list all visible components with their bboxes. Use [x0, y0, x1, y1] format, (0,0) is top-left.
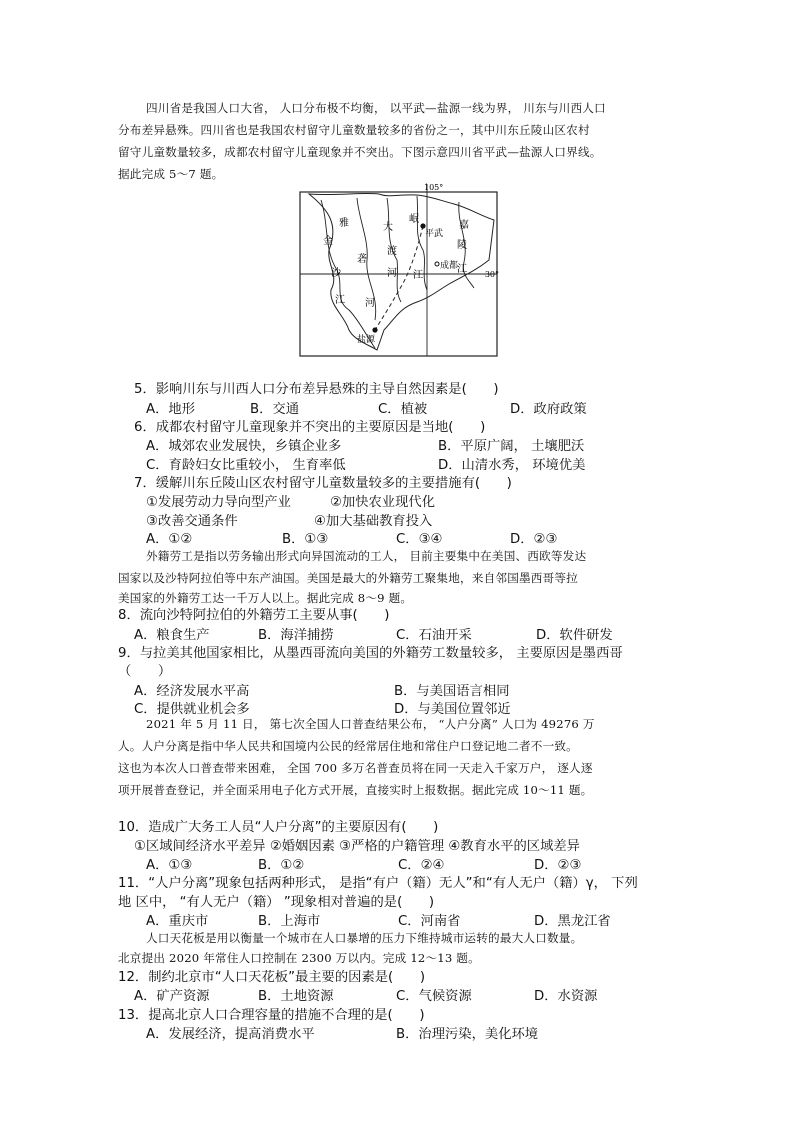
statement-4: ④加大基础教育投入 — [314, 514, 433, 529]
option-d[interactable]: D．水资源 — [534, 989, 598, 1004]
map-label: 岷 — [409, 214, 419, 225]
option-b[interactable]: B．与美国语言相同 — [394, 684, 510, 699]
passage-line: 据此完成 5～7 题。 — [118, 167, 224, 181]
option-b[interactable]: B．①② — [258, 858, 305, 873]
question-stem: 13．提高北京人口合理容量的措施不合理的是( ) — [118, 1008, 425, 1023]
option-a[interactable]: A．①② — [146, 532, 193, 547]
lon-label: 105° — [424, 183, 444, 192]
question-stem: 6．成都农村留守儿童现象并不突出的主要原因是当地( ) — [134, 420, 486, 435]
map-label: 金 — [323, 236, 333, 247]
question-paren: （ ） — [118, 664, 172, 679]
map-label: 江 — [413, 270, 423, 281]
option-c[interactable]: C．石油开采 — [396, 628, 472, 643]
map-label: 砻 — [357, 254, 367, 265]
question-stem: 11．“人户分离”现象包括两种形式， 是指“有户（籍）无人”和“有人无户（籍）γ， 下列 — [118, 876, 638, 891]
pingwu-point — [420, 223, 425, 228]
option-c[interactable]: C．提供就业机会多 — [134, 702, 250, 717]
map-label: 河 — [387, 268, 397, 279]
option-d[interactable]: D．政府政策 — [510, 402, 587, 417]
passage-line: 留守儿童数量较多，成都农村留守儿童现象并不突出。下图示意四川省平武—盐源人口界线。 — [118, 145, 602, 159]
option-d[interactable]: D．山清水秀， 环境优美 — [438, 458, 586, 473]
statements: ①区域间经济水平差异 ②婚姻因素 ③严格的户籍管理 ④教育水平的区域差异 — [134, 839, 580, 854]
map-svg — [299, 180, 499, 358]
passage-line: 人。人户分离是指中华人民共和国境内公民的经常居住地和常住户口登记地二者不一致。 — [118, 739, 578, 753]
option-a[interactable]: A．粮食生产 — [134, 628, 210, 643]
map-label: 陵 — [457, 240, 467, 251]
map-label: 大 — [383, 222, 393, 233]
map-label: 嘉 — [459, 220, 469, 231]
map-label: 河 — [365, 298, 375, 309]
option-a[interactable]: A．重庆市 — [146, 914, 209, 929]
option-b[interactable]: B．海洋捕捞 — [258, 628, 334, 643]
option-c[interactable]: C．②④ — [398, 858, 445, 873]
statement-2: ②加快农业现代化 — [330, 495, 435, 510]
map-label: 盐源 — [357, 335, 376, 345]
option-c[interactable]: C．河南省 — [398, 914, 461, 929]
question-stem: 10．造成广大务工人员“人户分离”的主要原因有( ) — [118, 820, 439, 835]
question-stem: 7．缓解川东丘陵山区农村留守儿童数量较多的主要措施有( ) — [134, 476, 512, 491]
map-label: 江 — [335, 295, 345, 306]
option-a[interactable]: A．①③ — [146, 858, 193, 873]
passage-line: 北京提出 2020 年常住人口控制在 2300 万以内。完成 12～13 题。 — [118, 951, 480, 965]
option-b[interactable]: B．治理污染，美化环境 — [396, 1027, 539, 1042]
question-stem: 9．与拉美其他国家相比，从墨西哥流向美国的外籍劳工数量较多， 主要原因是墨西哥 — [118, 646, 623, 661]
option-b[interactable]: B．交通 — [250, 402, 300, 417]
passage-line: 美国家的外籍劳工达一千万人以上。据此完成 8～9 题。 — [118, 591, 413, 605]
question-stem-2: 地 区中， “有人无户（籍） ”现象相对普遍的是( ) — [118, 895, 435, 910]
passage-line: 外籍劳工是指以劳务输出形式向异国流动的工人， 目前主要集中在美国、西欧等发达 — [146, 549, 587, 563]
passage-line: 项开展普查登记，并全面采用电子化方式开展，直接实时上报数据。据此完成 10～11 题。 — [118, 783, 593, 797]
yanyuan-point — [372, 327, 377, 332]
passage-line: 国家以及沙特阿拉伯等中东产油国。美国是最大的外籍劳工聚集地，来自邻国墨西哥等拉 — [118, 571, 578, 585]
option-d[interactable]: D．黑龙江省 — [534, 914, 611, 929]
question-stem: 12．制约北京市“人口天花板”最主要的因素是( ) — [118, 970, 426, 985]
option-a[interactable]: A．经济发展水平高 — [134, 684, 250, 699]
option-b[interactable]: B．平原广阔， 土壤肥沃 — [438, 439, 585, 454]
option-c[interactable]: C．气候资源 — [396, 989, 472, 1004]
passage-line: 这也为本次人口普查带来困难， 全国 700 多万名普查员将在同一天走入千家万户， 逐人逐 — [118, 761, 593, 775]
map-label: 雅 — [339, 218, 349, 229]
map-label: 沙 — [331, 268, 341, 279]
question-stem: 8．流向沙特阿拉伯的外籍劳工主要从事( ) — [118, 608, 390, 623]
passage-line: 2021 年 5 月 11 日， 第七次全国人口普查结果公布， “人户分离” 人口为 49276 万 — [146, 717, 595, 731]
option-a[interactable]: A．地形 — [146, 402, 195, 417]
option-d[interactable]: D．②③ — [534, 858, 582, 873]
question-stem: 5．影响川东与川西人口分布差异悬殊的主导自然因素是( ) — [134, 382, 499, 397]
option-a[interactable]: A．矿产资源 — [134, 989, 210, 1004]
option-d[interactable]: D．与美国位置邻近 — [394, 702, 511, 717]
option-c[interactable]: C．植被 — [378, 402, 428, 417]
option-b[interactable]: B．土地资源 — [258, 989, 334, 1004]
option-c[interactable]: C．③④ — [396, 532, 443, 547]
lat-label: 30° — [484, 270, 499, 279]
statement-3: ③改善交通条件 — [146, 514, 238, 529]
map-label: 江 — [457, 264, 467, 275]
map-label: 渡 — [387, 246, 397, 257]
passage-line: 四川省是我国人口大省， 人口分布极不均衡， 以平武—盐源一线为界， 川东与川西人口 — [146, 101, 606, 115]
statement-1: ①发展劳动力导向型产业 — [146, 495, 291, 510]
option-b[interactable]: B．上海市 — [258, 914, 321, 929]
option-c[interactable]: C．育龄妇女比重较小， 生育率低 — [146, 458, 346, 473]
map-label: 平武 — [425, 229, 444, 239]
option-a[interactable]: A．发展经济，提高消费水平 — [146, 1027, 315, 1042]
option-d[interactable]: D．软件研发 — [536, 628, 613, 643]
map-label: 成都 — [440, 261, 459, 271]
option-d[interactable]: D．②③ — [510, 532, 558, 547]
passage-line: 分布差异悬殊。四川省也是我国农村留守儿童数量较多的省份之一，其中川东丘陵山区农村 — [118, 123, 590, 137]
option-b[interactable]: B．①③ — [282, 532, 329, 547]
sichuan-population-line-map — [299, 180, 499, 358]
passage-line: 人口天花板是用以衡量一个城市在人口暴增的压力下维持城市运转的最大人口数量。 — [146, 931, 583, 945]
option-a[interactable]: A．城郊农业发展快，乡镇企业多 — [146, 439, 342, 454]
